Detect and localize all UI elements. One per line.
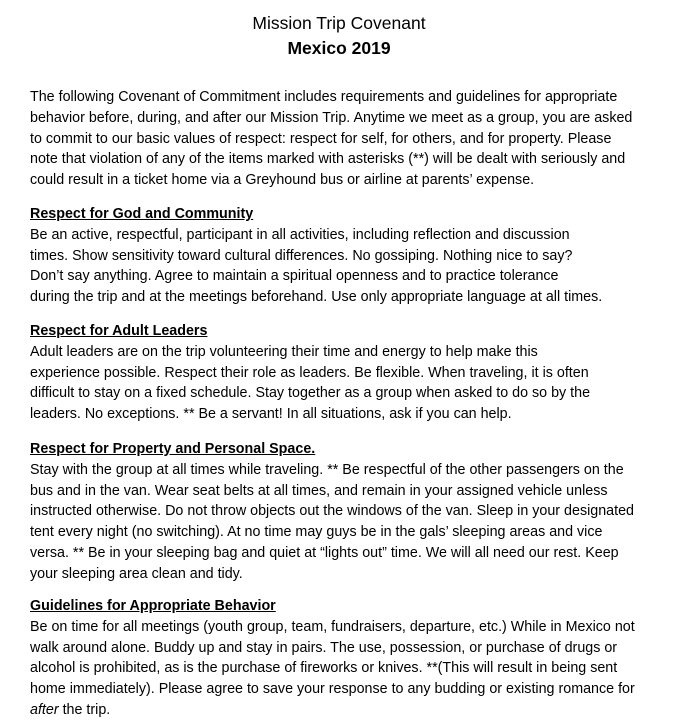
paragraph-line: Don’t say anything. Agree to maintain a spiritual openness and to practice tolerance bbox=[30, 268, 559, 285]
paragraph-line: note that violation of any of the items marked with asterisks (**) will be dealt with seriously and bbox=[30, 151, 626, 168]
paragraph-line: difficult to stay on a fixed schedule. Stay together as a group when asked to do so by the bbox=[30, 385, 591, 402]
section-heading: Respect for Property and Personal Space. bbox=[30, 441, 316, 457]
paragraph-line: during the trip and at the meetings beforehand. Use only appropriate language at all times. bbox=[30, 289, 603, 306]
section-respect-property-space bbox=[30, 439, 670, 585]
paragraph-line: The following Covenant of Commitment includes requirements and guidelines for appropriate bbox=[30, 89, 618, 105]
paragraph-line: Adult leaders are on the trip volunteering their time and energy to help make this bbox=[30, 343, 538, 360]
paragraph-line: to commit to our basic values of respect: respect for self, for others, and for property. Please bbox=[30, 130, 612, 147]
paragraph-line: behavior before, during, and after our Mission Trip. Anytime we meet as a group, you are asked bbox=[30, 109, 633, 126]
paragraph-line: your sleeping area clean and tidy. bbox=[30, 565, 243, 582]
paragraph-line: bus and in the van. Wear seat belts at all times, and remain in your assigned vehicle unless bbox=[30, 482, 608, 499]
paragraph-line: home immediately). Please agree to save your response to any budding or existing romance for bbox=[30, 681, 635, 698]
paragraph-line: leaders. No exceptions. ** Be a servant! In all situations, ask if you can help. bbox=[30, 406, 512, 423]
paragraph-line: tent every night (no switching). At no time may guys be in the gals’ sleeping areas and vice bbox=[30, 524, 603, 541]
document-subtitle: Mexico 2019 bbox=[287, 38, 391, 58]
paragraph-line: Be an active, respectful, participant in all activities, including reflection and discussion bbox=[30, 226, 570, 243]
paragraph-line: could result in a ticket home via a Greyhound bus or airline at parents’ expense. bbox=[30, 172, 535, 189]
paragraph-line: Be on time for all meetings (youth group, team, fundraisers, departure, etc.) While in Mexico not bbox=[30, 618, 635, 635]
paragraph-line: instructed otherwise. Do not throw objects out the windows of the van. Sleep in your designated bbox=[30, 503, 634, 520]
section-heading: Respect for God and Community bbox=[30, 206, 254, 222]
paragraph-line: walk around alone. Buddy up and stay in pairs. The use, possession, or purchase of drugs or bbox=[30, 639, 618, 656]
intro-paragraph bbox=[30, 87, 670, 191]
section-respect-god-community bbox=[30, 204, 670, 308]
paragraph-line-last bbox=[30, 700, 670, 721]
paragraph-line-rest: the trip. bbox=[58, 701, 111, 718]
document-title: Mission Trip Covenant bbox=[252, 13, 426, 33]
section-heading: Guidelines for Appropriate Behavior bbox=[30, 598, 276, 614]
paragraph-line: experience possible. Respect their role as leaders. Be flexible. When traveling, it is often bbox=[30, 364, 589, 381]
italic-emphasis: after bbox=[30, 701, 59, 718]
paragraph-line: versa. ** Be in your sleeping bag and quiet at “lights out” time. We will all need our rest. Keep bbox=[30, 544, 619, 561]
section-heading: Respect for Adult Leaders bbox=[30, 323, 208, 339]
section-appropriate-behavior bbox=[30, 596, 670, 721]
paragraph-line: Stay with the group at all times while traveling. ** Be respectful of the other passengers on the bbox=[30, 461, 624, 478]
paragraph-line: alcohol is prohibited, as is the purchase of fireworks or knives. **(This will result in being sent bbox=[30, 660, 618, 677]
paragraph-line: times. Show sensitivity toward cultural differences. No gossiping. Nothing nice to say? bbox=[30, 247, 573, 264]
section-respect-adult-leaders bbox=[30, 321, 670, 425]
